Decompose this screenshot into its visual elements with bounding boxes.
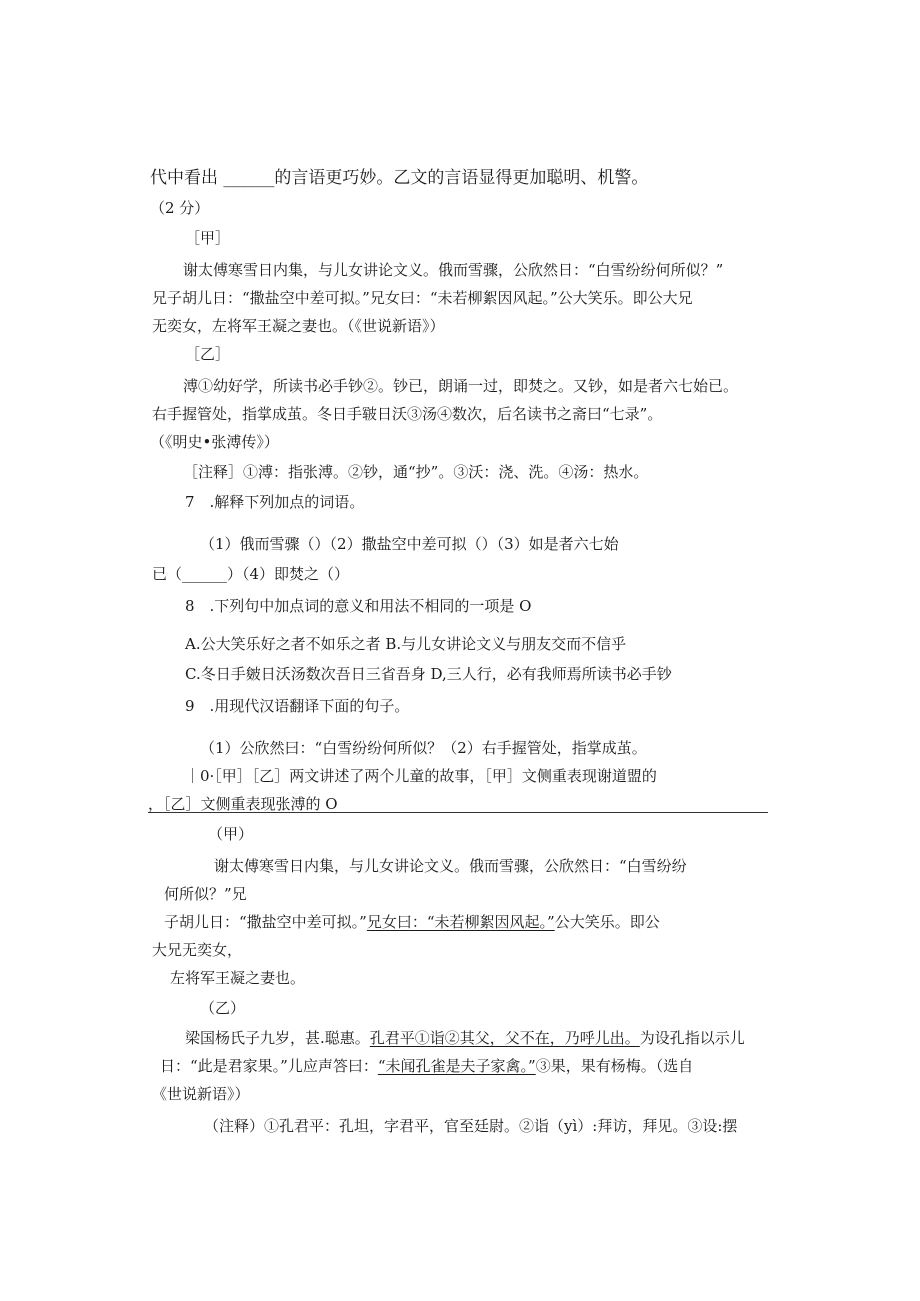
segment-yang-3: 为设孔指以示儿 [639, 1029, 745, 1047]
question-10-line-2: ，［乙］文侧重表现张溥的 O [148, 795, 338, 813]
annotation-yi: ［注释］①溥：指张溥。②钞，通“抄”。③沃：浇、洗。④汤：热水。 [183, 463, 649, 481]
segment-er-3: ③果，果有杨梅。（选自 [535, 1057, 694, 1075]
question-9-items: （1）公欣然曰：“白雪纷纷何所似？（2）右手握管处，指掌成茧。 [200, 739, 647, 757]
passage-yi2-line-1 [185, 1028, 745, 1048]
question-7: 7 .解释下列加点的词语。 [185, 493, 365, 511]
passage-yi-line-1: 溥①幼好学，所读书必手钞②。钞已，朗诵一过，即焚之。又钞，如是者六七始已。 [183, 377, 739, 395]
passage-yi-source: （《明史•张溥传》） [150, 433, 279, 451]
passage-yi-line-2: 右手握管处，指掌成茧。冬日手皲日沃③汤④数次，后名读书之斋曰“七录”。 [152, 405, 663, 423]
passage-yi2-source: 《世说新语》） [152, 1085, 250, 1103]
heading-yi: ［乙］ [185, 345, 231, 363]
heading-jia-2: （甲） [208, 825, 254, 843]
question-7-items-1: （1）俄而雪骤（）（2）撒盐空中差可拟（）（3）如是者六七始 [200, 535, 619, 553]
underlined-segment-yang: 孔君平①诣②其父，父不在，乃呼儿出。 [369, 1029, 640, 1047]
passage-jia2-line-2: 何所似？”兄 [164, 885, 247, 903]
heading-jia: ［甲］ [185, 229, 231, 247]
horizontal-divider [148, 812, 768, 813]
passage-jia2-line-1: 谢太傅寒雪日内集，与儿女讲论文义。俄而雪骤，公欣然日：“白雪纷纷 [214, 857, 687, 875]
passage-jia2-line-5: 左将军王凝之妻也。 [170, 969, 306, 987]
passage-yi2-line-2 [160, 1056, 693, 1076]
question-8: 8 .下列句中加点词的意义和用法不相同的一项是 O [185, 597, 532, 615]
question-7-items-2: 已（______）（4）即焚之（） [152, 565, 350, 583]
passage-jia2-line-4: 大兄无奕女， [152, 941, 243, 959]
passage-jia2-line-3 [164, 912, 660, 932]
question-9: 9 .用现代汉语翻译下面的句子。 [185, 697, 410, 715]
passage-jia-line-3: 无奕女，左将军王凝之妻也。（《世说新语》） [152, 317, 445, 335]
segment-er-1: 日：“此是君家果。”儿应声答曰： [160, 1057, 378, 1075]
line-score: （2 分） [150, 199, 210, 217]
question-8-options-cd: C.冬日手皴日沃汤数次吾日三省吾身 D,三人行，必有我师焉所读书必手钞 [185, 665, 672, 683]
underlined-segment-er: “未闻孔雀是夫子家禽。” [377, 1057, 536, 1075]
passage-jia-line-1: 谢太傅寒雪日内集，与儿女讲论文义。俄而雪骤，公欣然日：“白雪纷纷何所似？” [183, 261, 724, 279]
question-8-options-ab: A.公大笑乐好之者不如乐之者 B.与儿女讲论文义与朋友交而不信乎 [185, 635, 627, 653]
segment-hu-3: 公大笑乐。即公 [554, 913, 660, 931]
line-intro: 代中看出 ______的言语更巧妙。乙文的言语显得更加聪明、机警。 [150, 168, 649, 188]
annotation-yi-2: （注释）①孔君平：孔坦，字君平，官至廷尉。②诣（yì）:拜访，拜见。③设:摆 [204, 1117, 738, 1135]
question-10-line-1: ｜0·［甲］［乙］两文讲述了两个儿童的故事，［甲］文侧重表现谢道盟的 [185, 767, 657, 785]
underlined-segment-hu: 兄女曰：“未若柳絮因风起。” [366, 913, 555, 931]
passage-jia-line-2: 兄子胡儿日：“撒盐空中差可拟。”兄女曰：“未若柳絮因风起。”公大笑乐。即公大兄 [152, 289, 693, 307]
segment-yang-1: 梁国杨氏子九岁，甚.聪惠。 [185, 1029, 370, 1047]
segment-hu-1: 子胡儿日：“撒盐空中差可拟。” [164, 913, 367, 931]
heading-yi-2: （乙） [200, 999, 246, 1017]
